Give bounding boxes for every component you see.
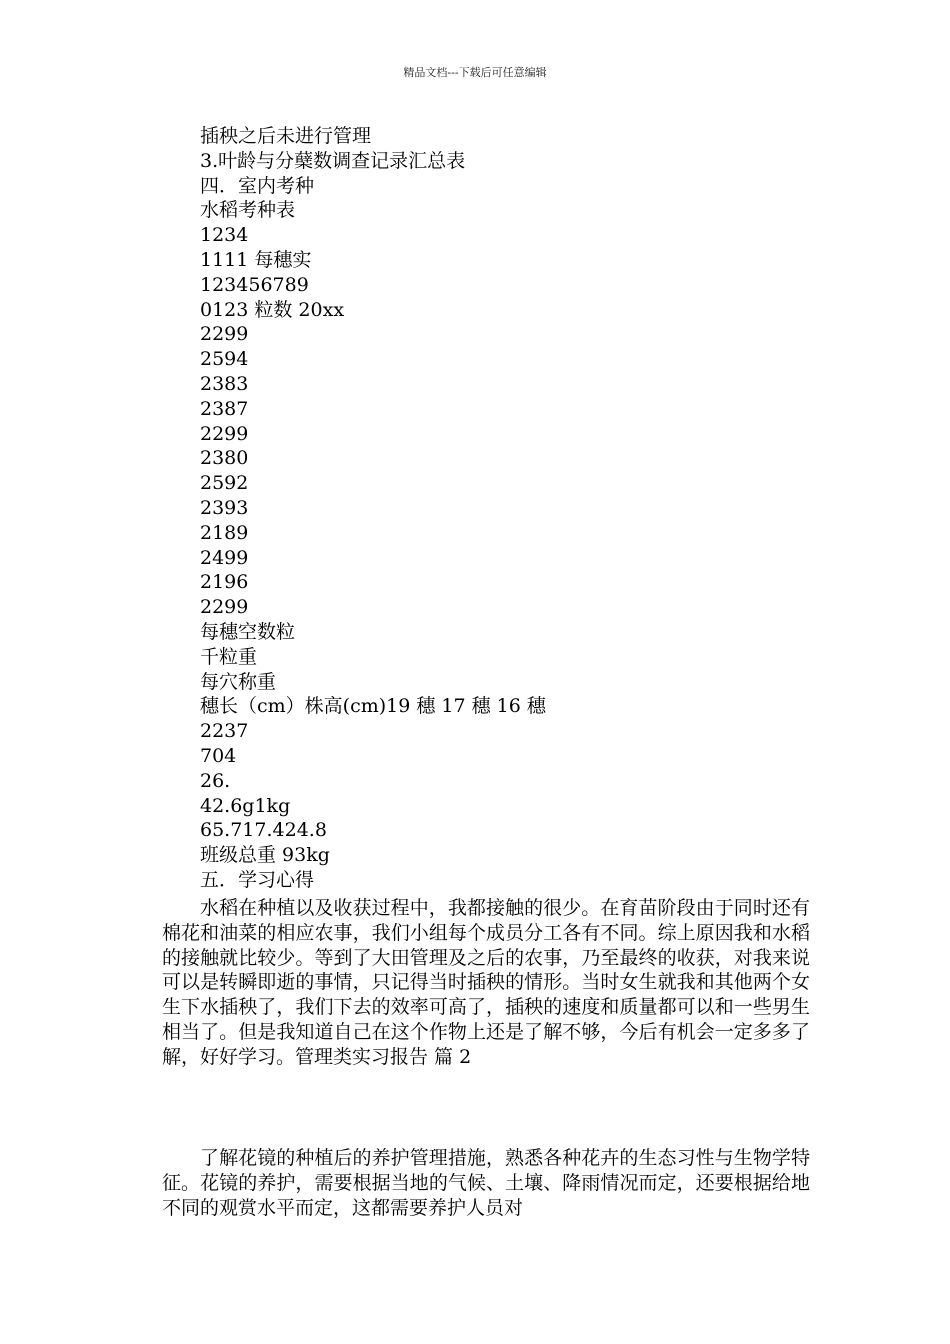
text-line: 2383 bbox=[200, 372, 249, 395]
text-line: 65.717.424.8 bbox=[200, 819, 327, 842]
text-line: 2196 bbox=[200, 571, 249, 594]
document-lines bbox=[200, 124, 820, 893]
body-paragraph: 了解花镜的种植后的养护管理措施，熟悉各种花卉的生态习性与生物学特征。花镜的养护，需要根据当地的气候、土壤、降雨情况而定，还要根据给地不同的观赏水平而定，这都需要养护人员对 bbox=[162, 1147, 810, 1219]
text-line: 每穴称重 bbox=[200, 670, 277, 693]
text-line: 2594 bbox=[200, 348, 249, 371]
text-line: 0123 粒数 20xx bbox=[200, 298, 345, 321]
text-line: 2393 bbox=[200, 496, 249, 519]
text-line: 1234 bbox=[200, 224, 249, 247]
text-line: 每穗空数粒 bbox=[200, 620, 296, 643]
text-line: 插秧之后未进行管理 bbox=[200, 125, 372, 147]
text-line: 123456789 bbox=[200, 273, 309, 296]
text-line: 穗长（cm）株高(cm)19 穗 17 穗 16 穗 bbox=[200, 695, 546, 718]
body-paragraph: 水稻在种植以及收获过程中，我都接触的很少。在育苗阶段由于同时还有棉花和油菜的相应农事，我们小组每个成员分工各有不同。综上原因我和水稻的接触就比较少。等到了大田管理及之后的农事，乃至最终的收获，对我来说可以是转瞬即逝的事情，只记得当时插秧的情形。当时女生就我和其他两个女生下水插秧了，我们下去的效率可高了，插秧的速度和质量都可以和一些男生相当了。但是我知道自己在这个作物上还是了解不够，今后有机会一定多多了解，好好学习。管理类实习报告 篇 2 bbox=[162, 897, 810, 1068]
text-line: 26. bbox=[200, 769, 231, 792]
text-line: 704 bbox=[200, 744, 237, 767]
text-line: 2237 bbox=[200, 720, 249, 743]
text-line: 2299 bbox=[200, 596, 249, 619]
text-line: 3.叶龄与分蘖数调查记录汇总表 bbox=[200, 149, 466, 172]
text-line: 班级总重 93kg bbox=[200, 844, 330, 867]
text-line: 2299 bbox=[200, 422, 249, 445]
text-line: 2189 bbox=[200, 521, 249, 544]
page-header: 精品文档---下载后可任意编辑 bbox=[403, 66, 547, 79]
text-line: 2499 bbox=[200, 546, 249, 569]
table-title: 水稻考种表 bbox=[200, 199, 296, 222]
text-line: 2387 bbox=[200, 397, 249, 420]
text-line: 1111 每穗实 bbox=[200, 248, 312, 271]
section-heading: 四．室内考种 bbox=[200, 174, 315, 197]
text-line: 2380 bbox=[200, 447, 249, 470]
text-line: 2299 bbox=[200, 323, 249, 346]
text-line: 千粒重 bbox=[200, 645, 258, 668]
text-line: 42.6g1kg bbox=[200, 794, 291, 817]
text-line: 2592 bbox=[200, 472, 249, 495]
section-heading: 五．学习心得 bbox=[200, 868, 315, 891]
